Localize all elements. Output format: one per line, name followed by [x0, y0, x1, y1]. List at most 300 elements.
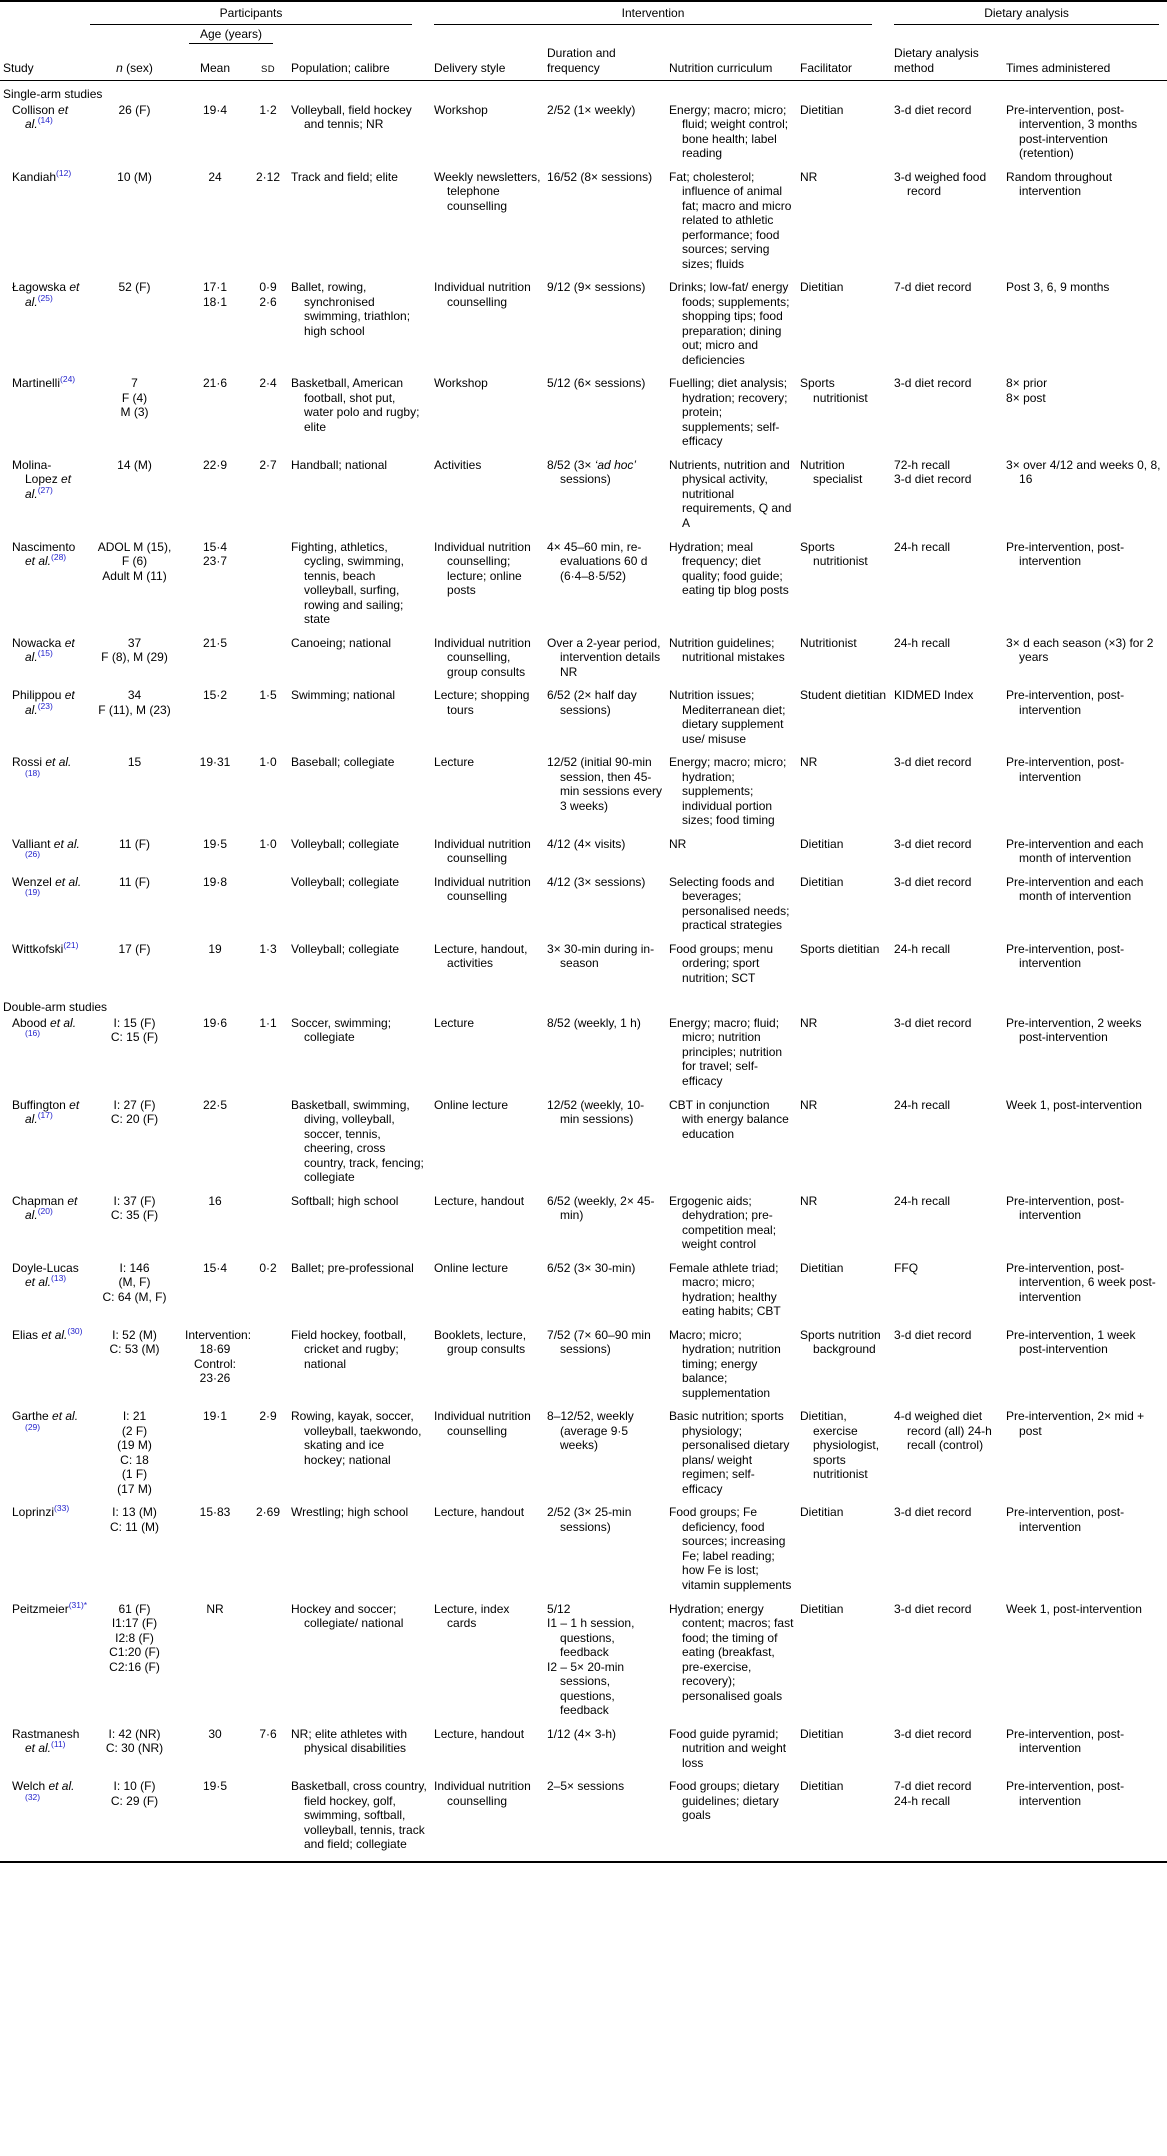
citation-link[interactable]: (28) — [51, 552, 67, 563]
citation-link[interactable]: (30) — [67, 1325, 83, 1336]
citation-link[interactable]: (20) — [37, 1206, 53, 1217]
cell-line: 8/52 (weekly, 1 h) — [547, 1015, 641, 1030]
col-facilitator: Facilitator — [800, 44, 894, 81]
cell-study — [0, 1261, 90, 1328]
cell-facilitator — [800, 1409, 894, 1505]
cell-line: Pre-intervention, post-intervention — [1006, 941, 1125, 971]
cell-line: 23·26 — [199, 1371, 231, 1386]
cell-delivery — [434, 1261, 547, 1328]
cell-method — [894, 1505, 1006, 1601]
cell-curriculum — [669, 280, 800, 376]
cell-duration — [547, 875, 669, 942]
cell-line: 6/52 (2× half day sessions) — [547, 688, 637, 717]
cell-line: 0·2 — [259, 1260, 277, 1275]
cell-method — [894, 636, 1006, 689]
cell-times — [1006, 688, 1167, 755]
cell-line: Basic nutrition; sports physiology; personalised dietary plans/ weight regimen; self-efficacy — [669, 1409, 790, 1496]
cell-sd — [251, 458, 291, 540]
cell-line: Week 1, post-intervention — [1006, 1601, 1142, 1616]
cell-nsex — [90, 755, 185, 837]
cell-method — [894, 170, 1006, 281]
cell-facilitator — [800, 1779, 894, 1862]
cell-line: Lecture — [434, 1015, 475, 1030]
cell-line: Dietitian — [800, 1260, 844, 1275]
cell-delivery — [434, 170, 547, 281]
cell-line: 11 (F) — [118, 836, 151, 851]
cell-times — [1006, 1098, 1167, 1194]
cell-nsex — [90, 875, 185, 942]
cell-line: 15·4 — [202, 539, 228, 554]
cell-line: 23·7 — [202, 554, 228, 569]
cell-curriculum — [669, 837, 800, 875]
cell-pop — [291, 458, 434, 540]
study-name: Valliant et al.$^{(26)}$ — [12, 836, 80, 860]
cell-line: 3-d diet record — [894, 1601, 972, 1616]
cell-line: Dietitian — [800, 874, 844, 889]
cell-method — [894, 1098, 1006, 1194]
citation-link[interactable]: (19) — [25, 887, 41, 898]
citation-link[interactable]: (23) — [37, 700, 53, 711]
cell-sd — [251, 1779, 291, 1862]
cell-line: F (6) — [121, 554, 148, 569]
cell-pop — [291, 1409, 434, 1505]
study-row — [0, 1727, 1167, 1780]
et-al-text: et al. — [38, 1327, 68, 1342]
cell-line: 2·4 — [259, 376, 277, 391]
cell-sd — [251, 1409, 291, 1505]
cell-line: C: 18 — [120, 1452, 149, 1467]
cell-line: 1·0 — [259, 755, 277, 770]
cell-line: CBT in conjunction with energy balance education — [669, 1097, 789, 1141]
age-years-label: Age (years) — [189, 27, 273, 45]
study-row — [0, 376, 1167, 458]
study-row — [0, 942, 1167, 995]
cell-facilitator — [800, 636, 894, 689]
study-row — [0, 280, 1167, 376]
group-spacer — [0, 1, 90, 25]
cell-line: Individual nutrition counselling — [434, 1409, 531, 1438]
cell-line: Sports nutrition background — [800, 1327, 881, 1357]
section-title: Single-arm studies — [3, 87, 103, 102]
cell-line: Wrestling; high school — [291, 1505, 409, 1520]
cell-nsex — [90, 280, 185, 376]
cell-nsex — [90, 1602, 185, 1727]
cell-mean — [185, 837, 251, 875]
cell-mean — [185, 688, 251, 755]
cell-delivery — [434, 458, 547, 540]
cell-line: Volleyball; collegiate — [291, 836, 400, 851]
cell-sd — [251, 875, 291, 942]
cell-curriculum — [669, 636, 800, 689]
cell-nsex — [90, 1409, 185, 1505]
cell-study — [0, 1779, 90, 1862]
citation-link[interactable]: (17) — [37, 1110, 53, 1121]
cell-line: 24-h recall — [894, 941, 951, 956]
citation-link[interactable]: (32) — [25, 1791, 41, 1802]
cell-curriculum — [669, 1328, 800, 1410]
study-name: Martinelli$^{(24)}$ — [12, 374, 76, 391]
cell-line: Activities — [434, 457, 482, 472]
study-name: Abood et al.$^{(16)}$ — [12, 1015, 77, 1039]
cell-delivery — [434, 1194, 547, 1261]
cell-study — [0, 1727, 90, 1780]
citation-link[interactable]: (26) — [25, 849, 41, 860]
citation-link[interactable]: (21) — [63, 939, 79, 950]
cell-mean — [185, 170, 251, 281]
cell-line: Pre-intervention, post-intervention — [1006, 755, 1125, 784]
cell-mean — [185, 1409, 251, 1505]
cell-delivery — [434, 1328, 547, 1410]
cell-method — [894, 875, 1006, 942]
study-row — [0, 1409, 1167, 1505]
cell-sd — [251, 1602, 291, 1727]
cell-facilitator — [800, 376, 894, 458]
study-row — [0, 755, 1167, 837]
cell-line: 24-h recall — [894, 635, 951, 650]
cell-nsex — [90, 1779, 185, 1862]
et-al-text: et al. — [25, 1193, 78, 1223]
cell-line: 7-d diet record — [894, 280, 972, 295]
cell-line: 0·9 — [259, 280, 277, 295]
cell-method — [894, 755, 1006, 837]
cell-delivery — [434, 1098, 547, 1194]
cell-facilitator — [800, 280, 894, 376]
cell-line: 12/52 (weekly, 10-min sessions) — [547, 1097, 645, 1127]
cell-line: Sports nutritionist — [800, 376, 868, 405]
cell-line: Dietitian — [800, 1505, 844, 1520]
cell-nsex — [90, 1727, 185, 1780]
cell-pop — [291, 755, 434, 837]
cell-line: Pre-intervention, 1 week post-intervention — [1006, 1327, 1136, 1357]
study-row — [0, 875, 1167, 942]
cell-line: 18·69 — [199, 1342, 231, 1357]
cell-line: Fuelling; diet analysis; hydration; recovery; protein; supplements; self-efficacy — [669, 376, 788, 449]
cell-sd — [251, 1261, 291, 1328]
cell-curriculum — [669, 942, 800, 995]
cell-line: 22·9 — [202, 457, 228, 472]
cell-line: Lecture, handout — [434, 1726, 525, 1741]
cell-line: Track and field; elite — [291, 169, 398, 184]
col-n-sex: n (sex) — [90, 44, 185, 81]
cell-line: I2 – 5× 20-min sessions, questions, feedback — [547, 1659, 625, 1718]
cell-line: Individual nutrition counselling; lecture; online posts — [434, 539, 531, 598]
study-name: Doyle-Lucas et al.$^{(13)}$ — [12, 1260, 79, 1290]
cell-times — [1006, 1194, 1167, 1261]
cell-line: I: 52 (M) — [112, 1327, 157, 1342]
study-row — [0, 1328, 1167, 1410]
study-row — [0, 688, 1167, 755]
et-al-text: et al. — [25, 1741, 52, 1756]
cell-line: I1 – 1 h session, questions, feedback — [547, 1616, 635, 1660]
cell-line: Canoeing; national — [291, 635, 392, 650]
cell-facilitator — [800, 688, 894, 755]
cell-facilitator — [800, 170, 894, 281]
cell-line: Hydration; meal frequency; diet quality; food guide; eating tip blog posts — [669, 539, 789, 598]
cell-pop — [291, 1505, 434, 1601]
cell-pop — [291, 1727, 434, 1780]
citation-link[interactable]: (13) — [51, 1273, 67, 1284]
study-row — [0, 458, 1167, 540]
cell-duration — [547, 942, 669, 995]
col-delivery: Delivery style — [434, 44, 547, 81]
cell-line: I: 146 — [119, 1260, 150, 1275]
cell-facilitator — [800, 458, 894, 540]
cell-line: Individual nutrition counselling — [434, 1779, 531, 1808]
study-name: Łagowska et al.$^{(25)}$ — [12, 280, 80, 309]
cell-line: NR; elite athletes with physical disabilities — [291, 1726, 408, 1756]
cell-line: (17 M) — [117, 1481, 152, 1496]
group-dietary-label: Dietary analysis — [894, 6, 1159, 25]
et-al-text: et al. — [25, 1097, 80, 1127]
cell-mean — [185, 1779, 251, 1862]
cell-line: Individual nutrition counselling, group consults — [434, 635, 531, 679]
cell-line: Lecture, handout, activities — [434, 941, 528, 971]
cell-study — [0, 1194, 90, 1261]
study-name: Loprinzi$^{(33)}$ — [12, 1503, 70, 1520]
cell-line: F (4) — [121, 390, 148, 405]
cell-delivery — [434, 540, 547, 636]
cell-times — [1006, 636, 1167, 689]
citation-link[interactable]: (24) — [60, 374, 76, 385]
cell-study — [0, 1016, 90, 1098]
citation-link[interactable]: (33) — [54, 1503, 70, 1514]
citation-link[interactable]: (11) — [51, 1739, 66, 1750]
cell-line: Volleyball; collegiate — [291, 874, 400, 889]
cell-line: 8–12/52, weekly (average 9·5 weeks) — [547, 1409, 634, 1453]
cell-mean — [185, 1194, 251, 1261]
citation-link[interactable]: (27) — [37, 484, 53, 495]
cell-line: I: 27 (F) — [113, 1097, 156, 1112]
cell-facilitator — [800, 1727, 894, 1780]
cell-line: 14 (M) — [117, 457, 152, 472]
cell-line: 2/52 (3× 25-min sessions) — [547, 1505, 632, 1534]
cell-line: 15·83 — [199, 1505, 231, 1520]
cell-delivery — [434, 1409, 547, 1505]
study-name: Peitzmeier$^{(31)*}$ — [12, 1599, 88, 1616]
cell-line: Nutrition issues; Mediterranean diet; dietary supplement use/ misuse — [669, 688, 786, 746]
cell-method — [894, 1779, 1006, 1862]
cell-method — [894, 837, 1006, 875]
cell-curriculum — [669, 1261, 800, 1328]
cell-line: 3-d diet record — [894, 376, 972, 391]
cell-times — [1006, 1727, 1167, 1780]
cell-pop — [291, 875, 434, 942]
cell-line: 8× prior — [1006, 376, 1048, 391]
cell-line: 6/52 (3× 30-min) — [547, 1260, 636, 1275]
study-name: Philippou et al.$^{(23)}$ — [12, 688, 75, 717]
cell-nsex — [90, 837, 185, 875]
col-mean: Mean — [185, 44, 251, 81]
cell-curriculum — [669, 540, 800, 636]
cell-curriculum — [669, 1098, 800, 1194]
cell-line: Nutrition specialist — [800, 457, 863, 487]
cell-sd — [251, 376, 291, 458]
cell-sd — [251, 688, 291, 755]
cell-line: Basketball, swimming, diving, volleyball, soccer, tennis, cheering, cross country, track, fencing; collegiate — [291, 1097, 424, 1185]
citation-link[interactable]: (25) — [37, 292, 53, 303]
cell-sd — [251, 170, 291, 281]
cell-facilitator — [800, 837, 894, 875]
cell-study — [0, 1409, 90, 1505]
citation-link[interactable]: (18) — [25, 767, 41, 778]
text: 8/52 (3× — [547, 457, 595, 472]
citation-link[interactable]: (12) — [56, 167, 72, 178]
cell-line: Individual nutrition counselling — [434, 280, 531, 309]
cell-line: Individual nutrition counselling — [434, 874, 531, 904]
citation-link[interactable]: (31)* — [68, 1599, 88, 1610]
cell-curriculum — [669, 1727, 800, 1780]
cell-method — [894, 688, 1006, 755]
cell-mean — [185, 1602, 251, 1727]
cell-line: 9/12 (9× sessions) — [547, 280, 646, 295]
cell-study — [0, 103, 90, 170]
cell-line: I2:8 (F) — [115, 1630, 154, 1645]
cell-pop — [291, 942, 434, 995]
cell-line: Nutritionist — [800, 635, 857, 650]
study-name: Rastmanesh et al.$^{(11)}$ — [12, 1726, 80, 1756]
cell-nsex — [90, 170, 185, 281]
cell-line: 7/52 (7× 60–90 min sessions) — [547, 1327, 651, 1357]
group-dietary-analysis — [894, 1, 1167, 25]
cell-line: 2·69 — [255, 1505, 281, 1520]
cell-facilitator — [800, 1505, 894, 1601]
cell-study — [0, 1505, 90, 1601]
cell-times — [1006, 1602, 1167, 1727]
cell-line: 3× 30-min during in-season — [547, 941, 655, 971]
cell-line: Food groups; menu ordering; sport nutrition; SCT — [669, 941, 774, 985]
cell-mean — [185, 875, 251, 942]
cell-line: 19·5 — [202, 836, 228, 851]
cell-study — [0, 280, 90, 376]
cell-line: I1:17 (F) — [111, 1616, 158, 1631]
cell-line: Individual nutrition counselling — [434, 836, 531, 866]
cell-facilitator — [800, 1016, 894, 1098]
cell-line: Pre-intervention and each month of intervention — [1006, 874, 1144, 904]
cell-sd — [251, 1505, 291, 1601]
cell-line: 3-d diet record — [894, 874, 972, 889]
age-years-group — [185, 25, 291, 45]
cell-duration — [547, 1409, 669, 1505]
cell-study — [0, 540, 90, 636]
cell-line: Sports dietitian — [800, 941, 880, 956]
cell-line: Food groups; dietary guidelines; dietary goals — [669, 1779, 780, 1823]
cell-facilitator — [800, 1261, 894, 1328]
cell-times — [1006, 280, 1167, 376]
cell-line: 21·5 — [202, 635, 228, 650]
cell-line: 19·4 — [202, 102, 228, 117]
cell-line: Lecture — [434, 755, 475, 770]
cell-line: Softball; high school — [291, 1193, 399, 1208]
study-name: Rossi et al.$^{(18)}$ — [12, 755, 72, 778]
cell-line: I: 10 (F) — [113, 1779, 156, 1794]
col-curriculum: Nutrition curriculum — [669, 44, 800, 81]
cell-method — [894, 103, 1006, 170]
cell-line: Fighting, athletics, cycling, swimming, tennis, beach volleyball, surfing, rowing and sailing; state — [291, 539, 405, 627]
cell-line: NR — [800, 1097, 818, 1112]
cell-times — [1006, 458, 1167, 540]
cell-line: Pre-intervention, 2 weeks post-intervention — [1006, 1015, 1142, 1045]
cell-line: 1·0 — [259, 836, 277, 851]
cell-delivery — [434, 280, 547, 376]
cell-line: Over a 2-year period, intervention details NR — [547, 635, 661, 679]
cell-line: Soccer, swimming; collegiate — [291, 1015, 392, 1045]
citation-link[interactable]: (15) — [37, 648, 53, 659]
cell-line: Energy; macro; micro; hydration; supplements; individual portion sizes; food timing — [669, 755, 787, 828]
et-al-text: et al. — [25, 554, 52, 569]
cell-delivery — [434, 1016, 547, 1098]
cell-line: 1·3 — [259, 941, 277, 956]
cell-pop — [291, 376, 434, 458]
cell-mean — [185, 1328, 251, 1410]
citation-link[interactable]: (29) — [25, 1421, 41, 1432]
cell-mean — [185, 636, 251, 689]
cell-line: 52 (F) — [118, 280, 151, 295]
cell-line: Pre-intervention and each month of intervention — [1006, 836, 1144, 866]
study-name: Nascimento et al.$^{(28)}$ — [12, 539, 76, 569]
cell-duration — [547, 636, 669, 689]
citation-link[interactable]: (14) — [37, 115, 53, 126]
study-name: Collison et al.$^{(14)}$ — [12, 102, 69, 132]
cell-line: Ballet, rowing, synchronised swimming, triathlon; high school — [291, 280, 411, 338]
cell-pop — [291, 1602, 434, 1727]
cell-line: 3-d diet record — [894, 472, 972, 487]
cell-line: 19·8 — [202, 874, 228, 889]
cell-line: 34 — [127, 688, 142, 703]
cell-study — [0, 1599, 90, 1727]
cell-nsex — [90, 103, 185, 170]
cell-line: Fat; cholesterol; influence of animal fat; macro and micro related to athletic performance; food sources; serving sizes; fluids — [669, 169, 792, 271]
cell-line: (M, F) — [118, 1275, 151, 1290]
cell-sd — [251, 1194, 291, 1261]
cell-line: Nutrition guidelines; nutritional mistakes — [669, 635, 785, 665]
cell-duration — [547, 1098, 669, 1194]
cell-line: C: 53 (M) — [109, 1342, 160, 1357]
cell-line: Booklets, lecture, group consults — [434, 1327, 527, 1357]
cell-study — [0, 939, 90, 995]
cell-nsex — [90, 1098, 185, 1194]
cell-sd — [251, 837, 291, 875]
study-name: Wenzel et al.$^{(19)}$ — [12, 874, 82, 898]
cell-line: 2·7 — [259, 457, 277, 472]
cell-times — [1006, 837, 1167, 875]
cell-line: I: 13 (M) — [112, 1505, 157, 1520]
cell-line: 2·12 — [255, 169, 281, 184]
cell-line: 30 — [208, 1726, 222, 1741]
cell-line: 7·6 — [259, 1726, 277, 1741]
cell-mean — [185, 280, 251, 376]
cell-line: 3-d weighed food record — [894, 169, 987, 199]
cell-mean — [185, 942, 251, 995]
cell-facilitator — [800, 540, 894, 636]
cell-line: 17 (F) — [118, 941, 151, 956]
cell-line: 1/12 (4× 3-h) — [547, 1726, 617, 1741]
cell-line: Lecture; shopping tours — [434, 688, 530, 717]
cell-line: (19 M) — [117, 1438, 152, 1453]
cell-study — [0, 458, 90, 540]
citation-link[interactable]: (16) — [25, 1028, 41, 1039]
cell-duration — [547, 755, 669, 837]
cell-line: Energy; macro; micro; fluid; weight control; bone health; label reading — [669, 102, 789, 161]
cell-line: Pre-intervention, post-intervention — [1006, 1193, 1125, 1223]
col-study: Study — [0, 44, 90, 81]
group-intervention-label: Intervention — [434, 6, 872, 25]
cell-sd — [251, 1328, 291, 1410]
cell-line: 26 (F) — [118, 102, 151, 117]
cell-sd — [251, 942, 291, 995]
cell-nsex — [90, 688, 185, 755]
cell-line: Lecture, handout — [434, 1505, 525, 1520]
cell-line: NR — [800, 169, 818, 184]
